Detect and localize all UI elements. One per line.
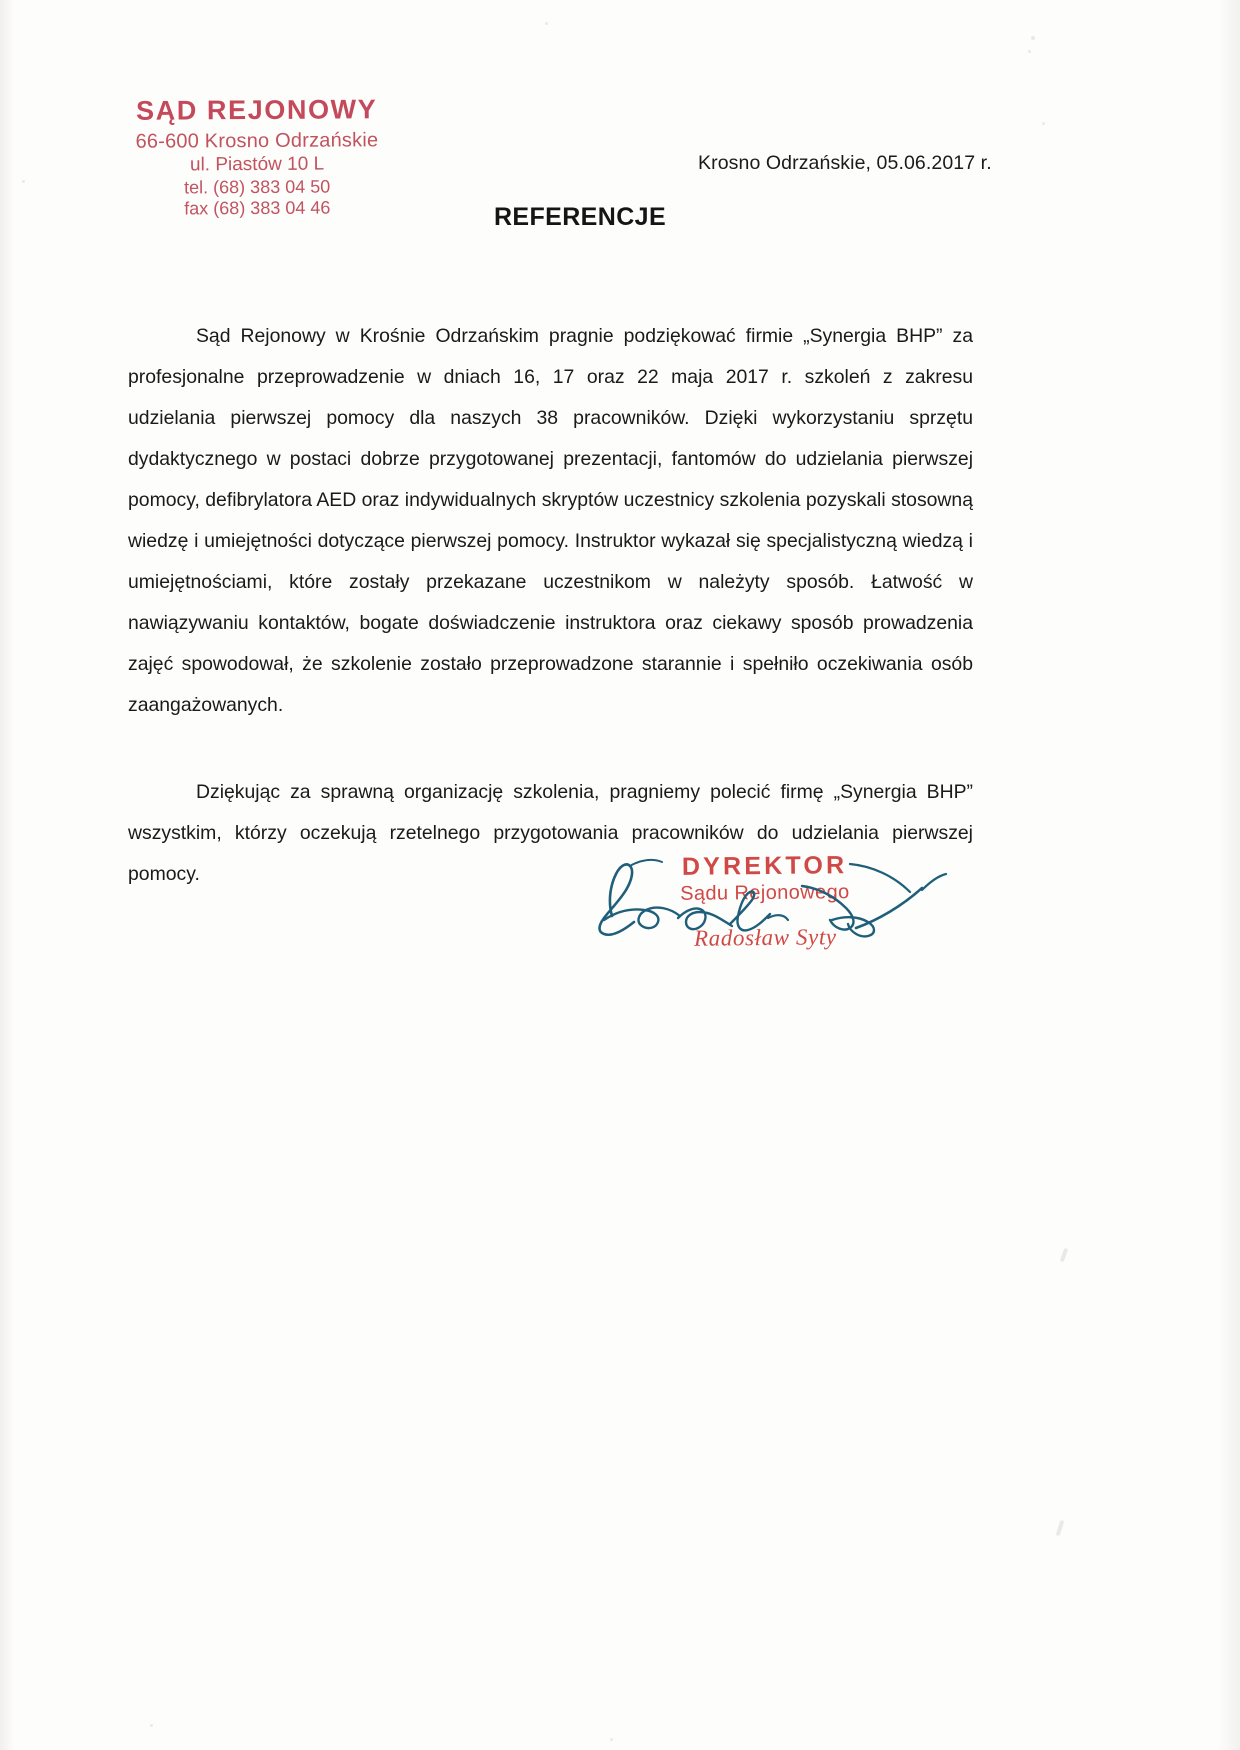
body-paragraph-2: Dziękując za sprawną organizację szkolenia, pragniemy polecić firmę „Synergia BHP” wszystkim, którzy oczekują rzetelnego przygotowania pracowników do udzielania pierwszej pomocy. xyxy=(128,781,973,885)
scan-speck xyxy=(1031,36,1035,40)
court-name: SĄD REJONOWY xyxy=(135,94,378,126)
date-line: Krosno Odrzańskie, 05.06.2017 r. xyxy=(698,152,992,174)
signatory-name: Radosław Syty xyxy=(693,924,837,951)
paragraph-spacer xyxy=(128,748,973,772)
signatory-organisation: Sądu Rejonowego xyxy=(680,881,850,905)
scan-speck xyxy=(1028,50,1031,53)
scan-speck xyxy=(150,1724,153,1727)
director-stamp xyxy=(639,851,890,953)
page-title: REFERENCJE xyxy=(493,203,667,231)
scan-edge-left xyxy=(0,0,14,1750)
signatory-role: DYREKTOR xyxy=(681,851,848,881)
scan-speck xyxy=(1060,1248,1069,1263)
scan-speck xyxy=(610,1738,613,1741)
court-address-line-2: ul. Piastów 10 L xyxy=(189,153,325,176)
body-paragraph-1: Sąd Rejonowy w Krośnie Odrzańskim pragnie podziękować firmie „Synergia BHP” za profesjonalne przeprowadzenie w dniach 16, 17 oraz 22 maja 2017 r. szkoleń z zakresu udzielania pierwszej pomocy dla naszych 38 pracowników. Dzięki wykorzystaniu sprzętu dydaktycznego w postaci dobrze przygotowanej prezentacji, fantomów do udzielania pierwszej pomocy, defibrylatora AED oraz indywidualnych skryptów uczestnicy szkolenia pozyskali stosowną wiedzę i umiejętności dotyczące pierwszej pomocy. Instruktor wykazał się specjalistyczną wiedzą i umiejętnościami, które zostały przekazane uczestnikom w należyty sposób. Łatwość w nawiązywaniu kontaktów, bogate doświadczenie instruktora oraz ciekawy sposób prowadzenia zajęć spowodował, że szkolenie zostało przeprowadzone starannie i spełniło oczekiwania osób zaangażowanych. xyxy=(128,325,973,716)
scan-speck xyxy=(545,22,548,25)
court-phone: tel. (68) 383 04 50 xyxy=(184,176,331,197)
letter-body xyxy=(128,316,973,895)
scan-speck xyxy=(22,180,25,183)
signature-block xyxy=(600,840,1020,980)
court-address-line-1: 66-600 Krosno Odrzańskie xyxy=(135,129,379,153)
scan-edge-right xyxy=(1218,0,1240,1750)
scan-speck xyxy=(1042,122,1045,125)
court-fax: fax (68) 383 04 46 xyxy=(184,198,331,219)
scan-speck xyxy=(1056,1520,1065,1536)
